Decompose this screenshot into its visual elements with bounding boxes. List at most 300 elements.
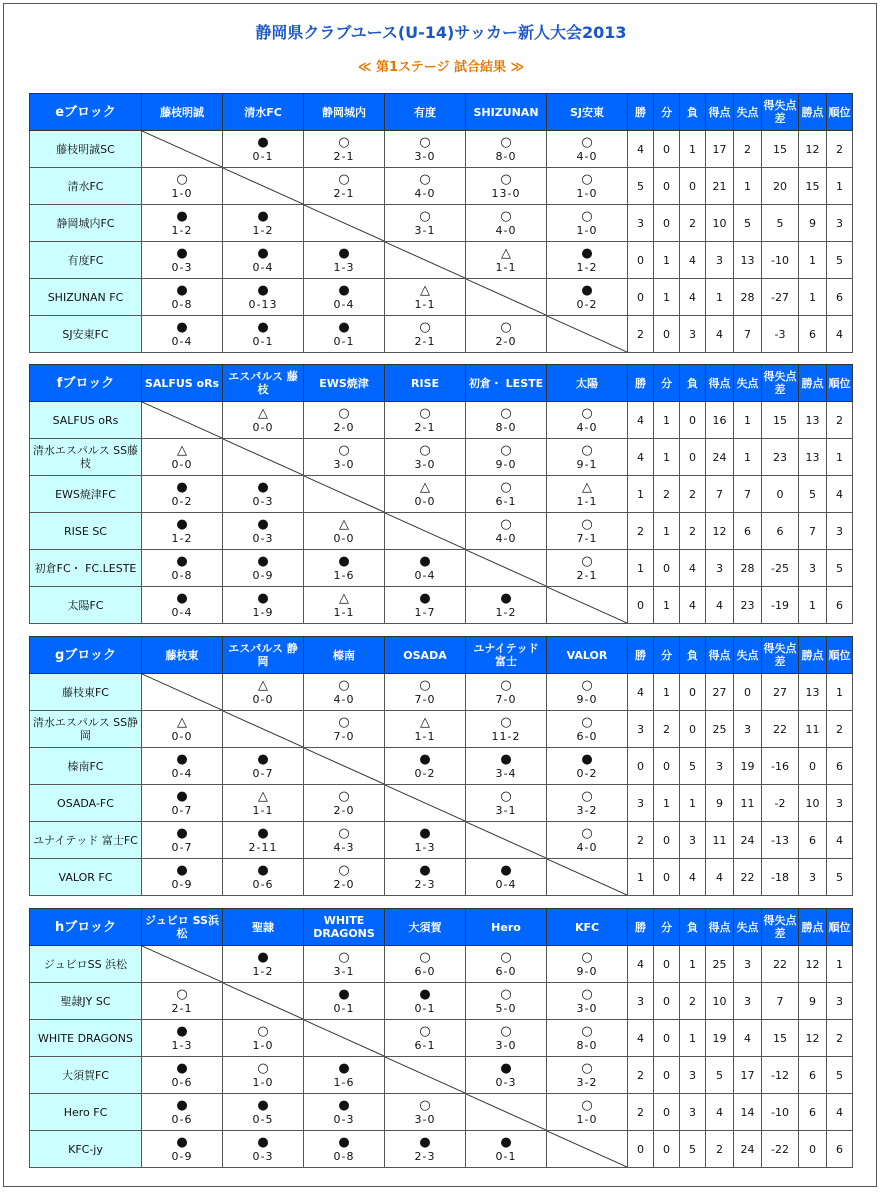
result-cell <box>466 983 547 1020</box>
table-row <box>30 513 853 550</box>
stat-cell: 12 <box>706 513 734 550</box>
result-mark: ○ <box>581 516 593 532</box>
result-cell <box>466 242 547 279</box>
result-cell <box>385 476 466 513</box>
team-name: Hero FC <box>30 1094 142 1131</box>
result-mark: ○ <box>419 134 431 150</box>
stat-cell: 1 <box>680 785 706 822</box>
result-score: 8-0 <box>495 149 517 163</box>
result-mark: ○ <box>419 1023 431 1039</box>
result-mark: ● <box>257 862 269 878</box>
result-cell <box>466 402 547 439</box>
stat-cell: 1 <box>654 674 680 711</box>
stat-header: 得点 <box>706 365 734 402</box>
result-cell <box>142 279 223 316</box>
stat-cell: 1 <box>799 242 827 279</box>
stat-cell: 15 <box>762 1020 799 1057</box>
result-cell <box>223 859 304 896</box>
result-score: 6-1 <box>495 494 517 508</box>
stat-header: 勝 <box>628 909 654 946</box>
column-header: 有度 <box>385 94 466 131</box>
stat-cell: 13 <box>799 439 827 476</box>
stat-cell: 6 <box>827 748 853 785</box>
header-row <box>30 909 853 946</box>
stat-cell: 2 <box>628 822 654 859</box>
stat-cell: 3 <box>827 513 853 550</box>
result-cell <box>142 1020 223 1057</box>
result-mark: ○ <box>581 171 593 187</box>
page-title: 静岡県クラブユース(U-14)サッカー新人大会2013 <box>255 23 627 42</box>
result-cell <box>142 550 223 587</box>
table-row <box>30 711 853 748</box>
stat-cell: -2 <box>762 785 799 822</box>
result-score: 0-1 <box>495 1149 517 1163</box>
result-mark: ● <box>338 245 350 261</box>
block-2 <box>29 636 853 896</box>
stat-cell: 4 <box>628 402 654 439</box>
result-mark: ● <box>419 590 431 606</box>
result-mark: ● <box>419 1134 431 1150</box>
stat-cell: 15 <box>762 402 799 439</box>
result-mark: ● <box>257 479 269 495</box>
column-header: 清水FC <box>223 94 304 131</box>
result-score: 0-6 <box>171 1075 193 1089</box>
stat-cell: 23 <box>762 439 799 476</box>
diagonal-cell <box>304 476 385 513</box>
result-mark: ● <box>176 1060 188 1076</box>
result-score: 1-2 <box>171 223 193 237</box>
result-score: 1-1 <box>414 297 436 311</box>
block-name: eブロック <box>30 94 142 131</box>
stat-cell: 4 <box>706 587 734 624</box>
result-score: 0-3 <box>333 1112 355 1126</box>
stat-header: 勝点 <box>799 365 827 402</box>
result-cell <box>466 513 547 550</box>
stat-cell: 1 <box>734 402 762 439</box>
stat-cell: 12 <box>799 946 827 983</box>
stat-cell: 1 <box>654 242 680 279</box>
stat-cell: 1 <box>628 859 654 896</box>
result-mark: △ <box>339 516 349 532</box>
diagonal-cell <box>223 168 304 205</box>
result-mark: ● <box>257 825 269 841</box>
result-cell <box>223 131 304 168</box>
column-header: エスパルス 藤枝 <box>223 365 304 402</box>
result-mark: ● <box>176 862 188 878</box>
table-row <box>30 402 853 439</box>
result-score: 0-4 <box>333 297 355 311</box>
result-cell <box>142 205 223 242</box>
result-score: 1-2 <box>252 964 274 978</box>
result-mark: ○ <box>419 1097 431 1113</box>
result-mark: ● <box>500 751 512 767</box>
result-score: 1-2 <box>252 223 274 237</box>
result-score: 0-7 <box>252 766 274 780</box>
result-cell <box>385 748 466 785</box>
stat-cell: -25 <box>762 550 799 587</box>
column-header: ジュビロ SS浜松 <box>142 909 223 946</box>
result-mark: ○ <box>338 677 350 693</box>
stat-cell: 10 <box>799 785 827 822</box>
stat-cell: 13 <box>734 242 762 279</box>
stat-cell: 4 <box>706 1094 734 1131</box>
result-score: 0-4 <box>171 766 193 780</box>
stat-cell: 3 <box>799 550 827 587</box>
stat-header: 得点 <box>706 637 734 674</box>
stat-cell: 0 <box>654 168 680 205</box>
result-score: 1-0 <box>171 186 193 200</box>
result-mark: ● <box>176 590 188 606</box>
stat-cell: 0 <box>680 674 706 711</box>
result-mark: ○ <box>581 949 593 965</box>
diagonal-cell <box>466 550 547 587</box>
stat-cell: 0 <box>628 748 654 785</box>
stat-cell: 4 <box>680 859 706 896</box>
diagonal-cell <box>142 131 223 168</box>
stat-cell: 3 <box>680 1094 706 1131</box>
stat-cell: 1 <box>827 946 853 983</box>
table-row <box>30 279 853 316</box>
result-cell <box>304 279 385 316</box>
column-header: 静岡城内 <box>304 94 385 131</box>
result-mark: ● <box>257 751 269 767</box>
stat-cell: 1 <box>654 439 680 476</box>
result-mark: ○ <box>176 171 188 187</box>
result-cell <box>385 131 466 168</box>
stat-cell: 2 <box>680 205 706 242</box>
result-cell <box>304 168 385 205</box>
result-mark: ● <box>257 245 269 261</box>
result-score: 0-8 <box>171 568 193 582</box>
diagonal-cell <box>142 402 223 439</box>
result-score: 9-0 <box>576 964 598 978</box>
result-score: 0-8 <box>333 1149 355 1163</box>
stat-header: 失点 <box>734 365 762 402</box>
result-mark: ● <box>338 282 350 298</box>
column-header: SJ安東 <box>547 94 628 131</box>
result-mark: ● <box>581 751 593 767</box>
result-cell <box>385 711 466 748</box>
results-table <box>29 636 853 896</box>
result-cell <box>304 711 385 748</box>
result-score: 3-0 <box>414 457 436 471</box>
result-cell <box>385 859 466 896</box>
stat-cell: 1 <box>827 674 853 711</box>
result-cell <box>304 785 385 822</box>
result-score: 0-1 <box>414 1001 436 1015</box>
result-mark: ● <box>257 319 269 335</box>
stat-cell: 0 <box>654 983 680 1020</box>
result-score: 0-5 <box>252 1112 274 1126</box>
stat-cell: -10 <box>762 1094 799 1131</box>
stat-cell: 28 <box>734 550 762 587</box>
result-score: 0-3 <box>252 494 274 508</box>
result-cell <box>466 711 547 748</box>
result-cell <box>385 316 466 353</box>
result-cell <box>304 1057 385 1094</box>
result-cell <box>385 168 466 205</box>
diagonal-cell <box>142 674 223 711</box>
result-cell <box>385 402 466 439</box>
result-mark: ● <box>176 479 188 495</box>
result-mark: ○ <box>581 714 593 730</box>
result-cell <box>142 439 223 476</box>
stat-cell: 0 <box>680 168 706 205</box>
stat-cell: 6 <box>827 279 853 316</box>
column-header: 初倉・ LESTE <box>466 365 547 402</box>
result-cell <box>142 785 223 822</box>
stat-header: 得失点差 <box>762 94 799 131</box>
stat-cell: 1 <box>654 402 680 439</box>
result-cell <box>142 168 223 205</box>
result-cell <box>223 1094 304 1131</box>
result-score: 2-1 <box>414 334 436 348</box>
column-header: 太陽 <box>547 365 628 402</box>
stat-cell: 2 <box>827 1020 853 1057</box>
result-score: 2-1 <box>333 149 355 163</box>
stat-cell: 4 <box>680 550 706 587</box>
result-cell <box>223 748 304 785</box>
stat-cell: 4 <box>628 439 654 476</box>
stat-cell: 22 <box>734 859 762 896</box>
stat-cell: -3 <box>762 316 799 353</box>
stat-cell: -10 <box>762 242 799 279</box>
result-mark: △ <box>258 405 268 421</box>
stat-header: 順位 <box>827 365 853 402</box>
team-name: OSADA-FC <box>30 785 142 822</box>
stat-cell: 1 <box>680 946 706 983</box>
column-header: KFC <box>547 909 628 946</box>
result-cell <box>304 1094 385 1131</box>
stat-cell: 6 <box>827 587 853 624</box>
result-score: 8-0 <box>495 420 517 434</box>
result-score: 0-1 <box>252 334 274 348</box>
stat-cell: 17 <box>706 131 734 168</box>
result-score: 1-1 <box>252 803 274 817</box>
stat-cell: 7 <box>799 513 827 550</box>
table-row <box>30 674 853 711</box>
result-cell <box>304 242 385 279</box>
stat-header: 負 <box>680 94 706 131</box>
result-mark: ● <box>419 862 431 878</box>
result-cell <box>304 822 385 859</box>
table-row <box>30 1057 853 1094</box>
result-mark: ● <box>581 245 593 261</box>
result-cell <box>385 550 466 587</box>
stat-cell: 27 <box>762 674 799 711</box>
results-table <box>29 93 853 353</box>
stat-header: 勝 <box>628 365 654 402</box>
result-score: 1-1 <box>576 494 598 508</box>
stat-cell: 0 <box>654 822 680 859</box>
result-mark: △ <box>339 590 349 606</box>
result-score: 3-2 <box>576 803 598 817</box>
diagonal-cell <box>142 946 223 983</box>
result-cell <box>223 279 304 316</box>
stat-cell: 0 <box>654 1057 680 1094</box>
result-score: 6-0 <box>495 964 517 978</box>
result-mark: ○ <box>500 442 512 458</box>
result-mark: ○ <box>338 405 350 421</box>
stat-cell: 0 <box>799 748 827 785</box>
stat-cell: 3 <box>734 946 762 983</box>
result-mark: ○ <box>581 442 593 458</box>
result-mark: ○ <box>500 405 512 421</box>
team-name: 清水エスパルス SS藤枝 <box>30 439 142 476</box>
table-row <box>30 785 853 822</box>
result-mark: ○ <box>581 986 593 1002</box>
result-mark: ● <box>257 134 269 150</box>
result-score: 0-3 <box>252 1149 274 1163</box>
stat-header: 得失点差 <box>762 909 799 946</box>
result-mark: ● <box>176 208 188 224</box>
result-score: 0-2 <box>576 766 598 780</box>
team-name: 清水エスパルス SS静岡 <box>30 711 142 748</box>
table-row <box>30 1094 853 1131</box>
result-mark: ○ <box>419 319 431 335</box>
stat-cell: 1 <box>628 476 654 513</box>
result-cell <box>142 859 223 896</box>
stat-cell: 24 <box>706 439 734 476</box>
stat-header: 勝点 <box>799 909 827 946</box>
stat-cell: 4 <box>827 316 853 353</box>
stat-cell: 7 <box>734 476 762 513</box>
result-score: 2-0 <box>333 420 355 434</box>
stat-cell: 0 <box>654 1094 680 1131</box>
stat-cell: 5 <box>680 748 706 785</box>
stat-cell: 3 <box>706 242 734 279</box>
stat-cell: 0 <box>680 439 706 476</box>
result-score: 2-1 <box>576 568 598 582</box>
result-score: 4-3 <box>333 840 355 854</box>
result-score: 7-1 <box>576 531 598 545</box>
stat-header: 分 <box>654 637 680 674</box>
stat-cell: 9 <box>706 785 734 822</box>
column-header: OSADA <box>385 637 466 674</box>
result-cell <box>385 674 466 711</box>
result-cell <box>466 1057 547 1094</box>
result-cell <box>547 242 628 279</box>
stat-header: 失点 <box>734 637 762 674</box>
result-cell <box>547 946 628 983</box>
diagonal-cell <box>547 859 628 896</box>
stat-cell: -16 <box>762 748 799 785</box>
diagonal-cell <box>547 316 628 353</box>
table-row <box>30 822 853 859</box>
diagonal-cell <box>223 983 304 1020</box>
stat-header: 負 <box>680 637 706 674</box>
result-mark: ○ <box>581 1060 593 1076</box>
stat-cell: -27 <box>762 279 799 316</box>
team-name: VALOR FC <box>30 859 142 896</box>
table-row <box>30 168 853 205</box>
result-score: 0-4 <box>252 260 274 274</box>
result-score: 6-0 <box>576 729 598 743</box>
result-score: 3-0 <box>333 457 355 471</box>
stat-cell: 0 <box>654 550 680 587</box>
team-name: 初倉FC・ FC.LESTE <box>30 550 142 587</box>
result-cell <box>223 205 304 242</box>
stat-cell: 17 <box>734 1057 762 1094</box>
result-mark: ● <box>176 245 188 261</box>
stat-header: 順位 <box>827 637 853 674</box>
result-score: 0-4 <box>495 877 517 891</box>
result-cell <box>304 587 385 624</box>
result-score: 0-1 <box>333 334 355 348</box>
result-mark: ● <box>257 282 269 298</box>
stat-cell: 1 <box>654 279 680 316</box>
result-mark: ● <box>419 553 431 569</box>
stat-cell: 0 <box>680 711 706 748</box>
stat-cell: 0 <box>654 205 680 242</box>
result-cell <box>142 1057 223 1094</box>
result-score: 2-3 <box>414 877 436 891</box>
result-score: 1-0 <box>576 186 598 200</box>
result-score: 1-3 <box>171 1038 193 1052</box>
team-name: 大須賀FC <box>30 1057 142 1094</box>
result-cell <box>466 131 547 168</box>
stat-cell: 3 <box>680 316 706 353</box>
result-mark: △ <box>582 479 592 495</box>
result-mark: ○ <box>338 825 350 841</box>
result-mark: ○ <box>419 442 431 458</box>
stat-cell: 0 <box>734 674 762 711</box>
column-header: エスパルス 静岡 <box>223 637 304 674</box>
result-cell <box>304 674 385 711</box>
result-cell <box>142 1131 223 1168</box>
result-mark: ● <box>581 282 593 298</box>
result-cell <box>466 316 547 353</box>
result-mark: ○ <box>581 1097 593 1113</box>
result-mark: ● <box>176 1023 188 1039</box>
result-cell <box>466 859 547 896</box>
stat-header: 失点 <box>734 94 762 131</box>
result-score: 3-1 <box>414 223 436 237</box>
result-mark: ● <box>176 553 188 569</box>
result-score: 0-0 <box>252 692 274 706</box>
result-cell <box>385 983 466 1020</box>
stat-cell: 0 <box>628 587 654 624</box>
result-mark: ○ <box>581 134 593 150</box>
stat-cell: 1 <box>654 785 680 822</box>
team-name: 静岡城内FC <box>30 205 142 242</box>
result-cell <box>547 279 628 316</box>
stat-cell: 1 <box>799 279 827 316</box>
stat-cell: 6 <box>799 822 827 859</box>
stat-cell: 5 <box>628 168 654 205</box>
table-row <box>30 242 853 279</box>
stat-cell: 2 <box>680 983 706 1020</box>
stat-cell: 2 <box>827 711 853 748</box>
block-name: hブロック <box>30 909 142 946</box>
result-cell <box>142 711 223 748</box>
result-cell <box>466 785 547 822</box>
result-cell <box>223 674 304 711</box>
stat-cell: 6 <box>762 513 799 550</box>
result-cell <box>547 983 628 1020</box>
table-row <box>30 205 853 242</box>
result-score: 0-2 <box>414 766 436 780</box>
column-header: 藤枝明誠 <box>142 94 223 131</box>
results-table <box>29 908 853 1168</box>
result-mark: ● <box>500 1134 512 1150</box>
column-header: VALOR <box>547 637 628 674</box>
result-mark: ○ <box>338 442 350 458</box>
result-mark: ● <box>176 319 188 335</box>
page-subtitle: ≪ 第1ステージ 試合結果 ≫ <box>357 60 525 75</box>
result-mark: ○ <box>500 319 512 335</box>
diagonal-cell <box>547 587 628 624</box>
